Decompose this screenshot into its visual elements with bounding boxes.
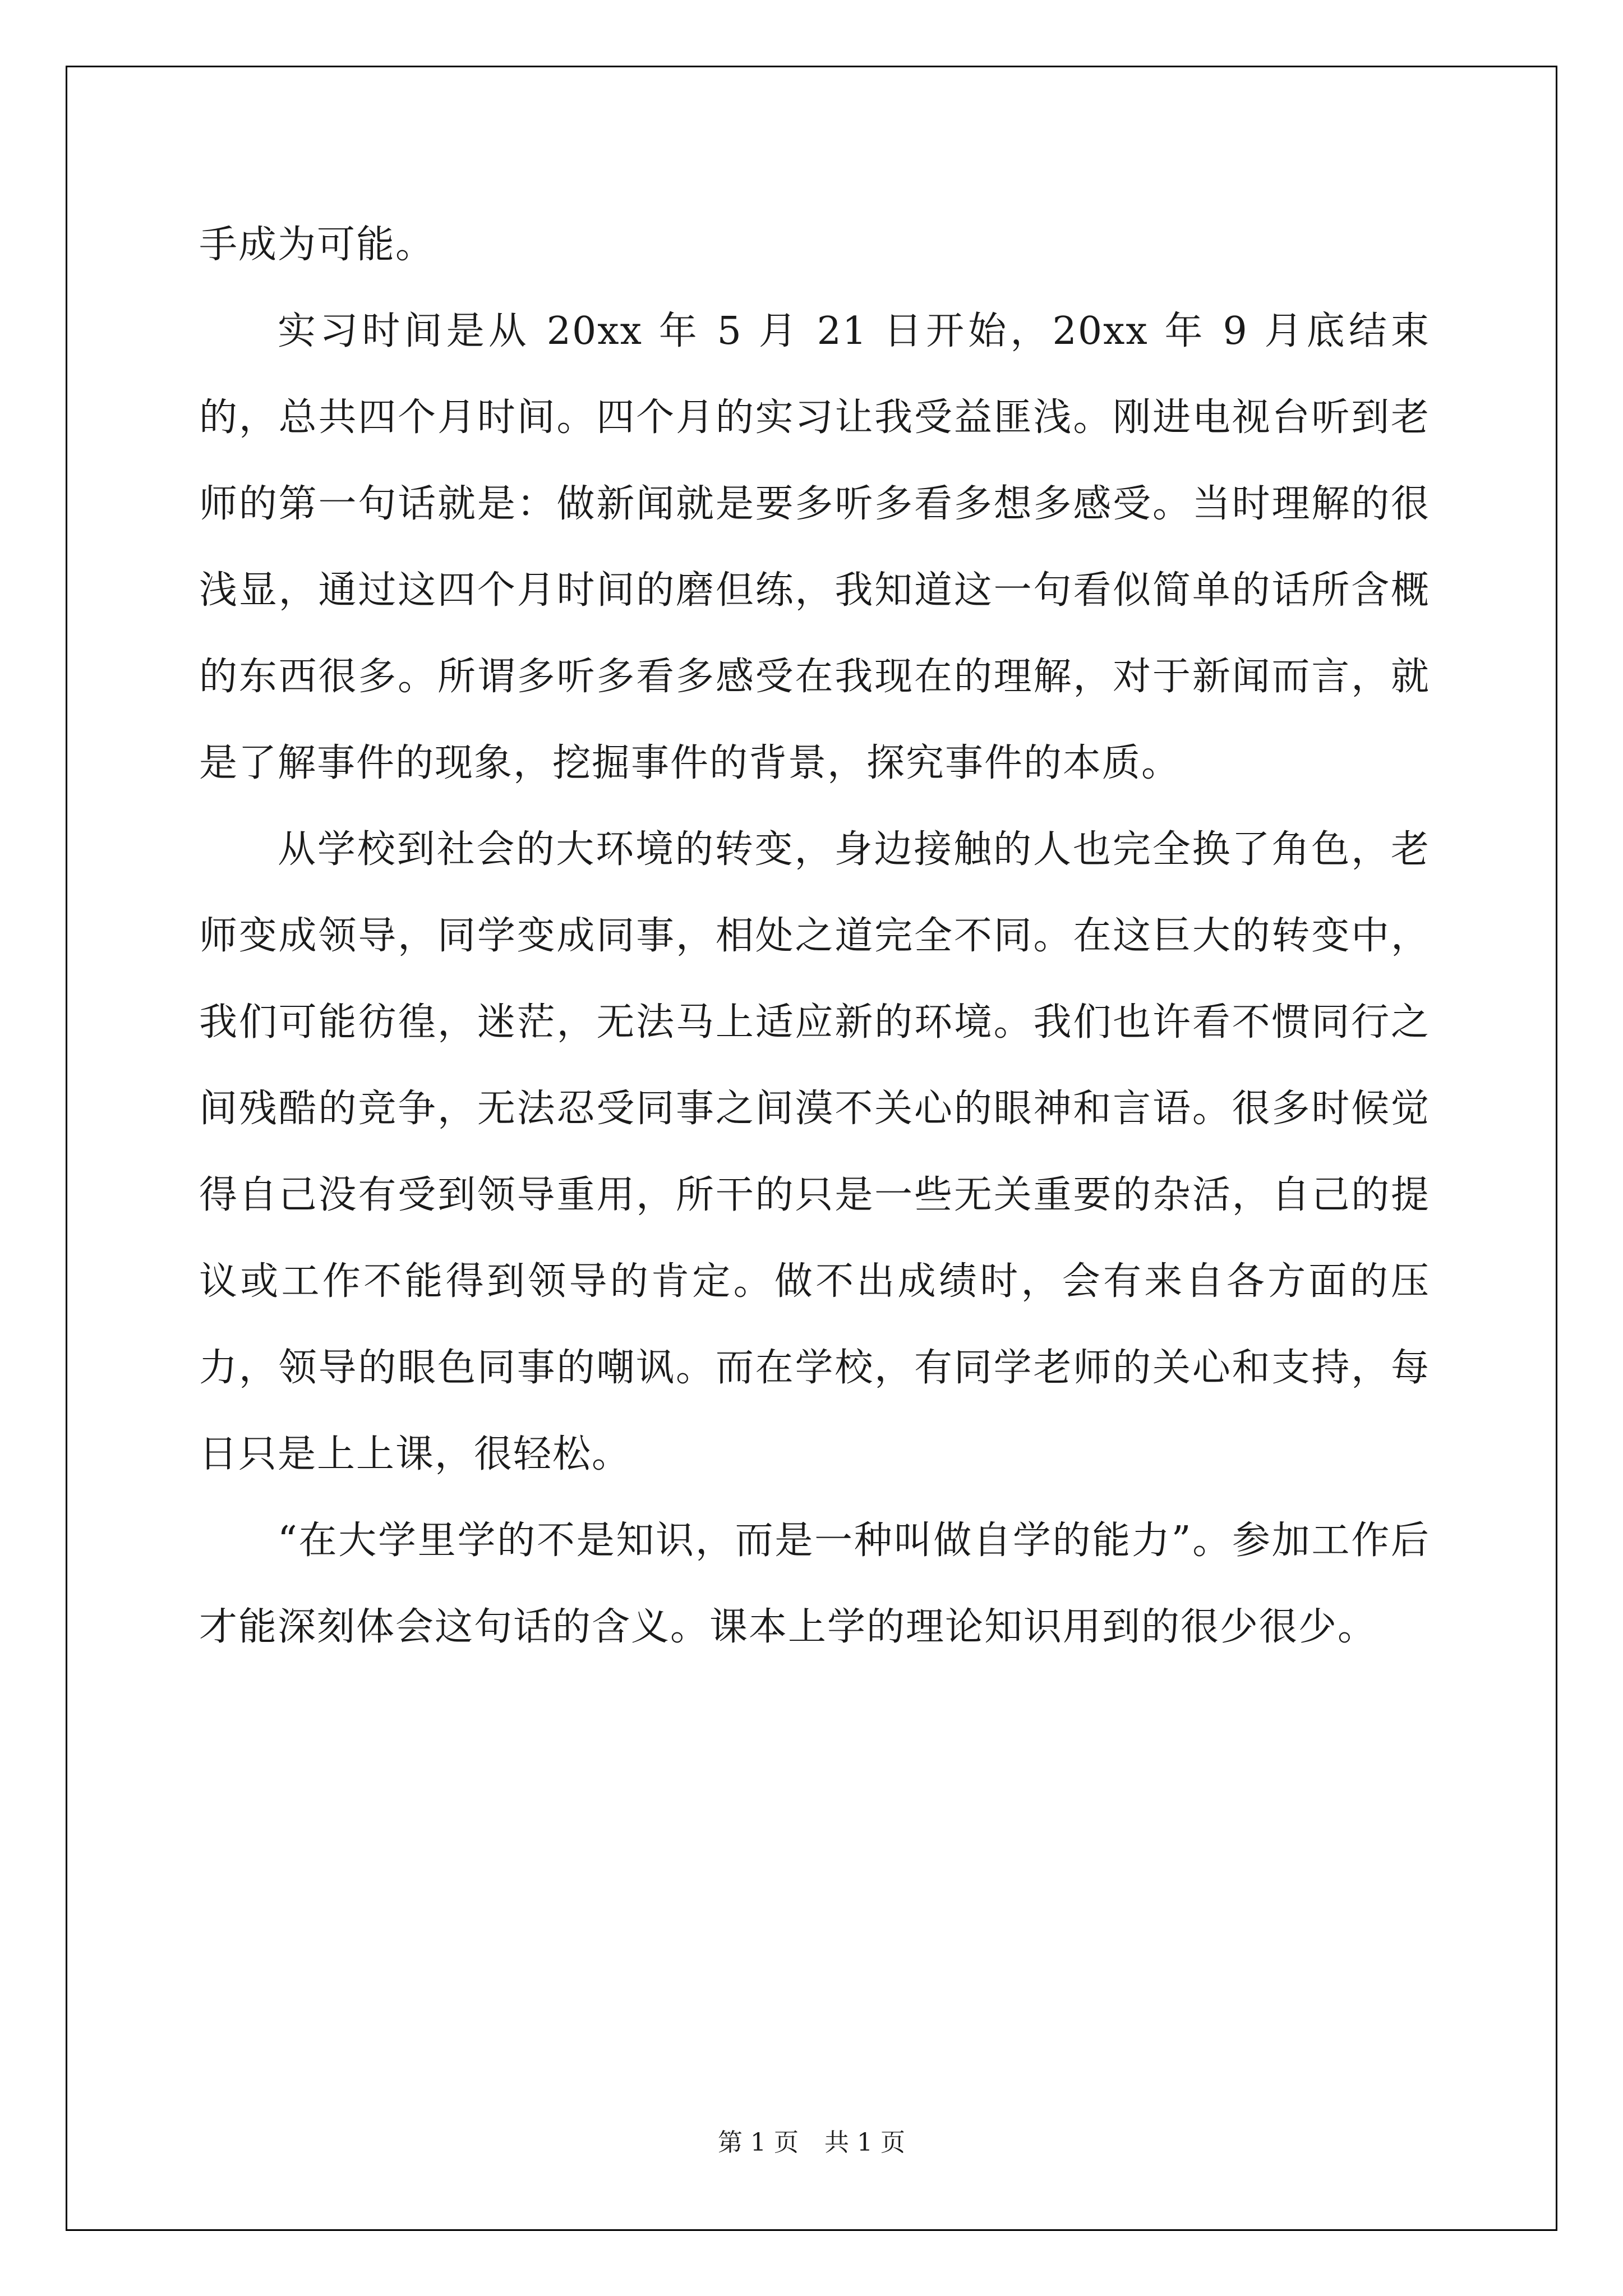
paragraph: 手成为可能。 [199,223,435,267]
paragraph: “在大学里学的不是知识，而是一种叫做自学的能力”。参加工作后才能深刻体会这句话的含义。课本上学的理论知识用到的很少很少。 [199,1519,1430,1649]
document-body [199,202,1430,1671]
paragraph: 实习时间是从 20xx 年 5 月 21 日开始，20xx 年 9 月底结束的，总共四个月时间。四个月的实习让我受益匪浅。刚进电视台听到老师的第一句话就是：做新闻就是要多听多看多想多感受。当时理解的很浅显，通过这四个月时间的磨但练，我知道这一句看似简单的话所含概的东西很多。所谓多听多看多感受在我现在的理解，对于新闻而言，就是了解事件的现象，挖掘事件的背景，探究事件的本质。 [199,309,1430,785]
page-number: 第 1 页 [718,2128,799,2157]
page-footer [0,2126,1623,2160]
paragraph: 从学校到社会的大环境的转变，身边接触的人也完全换了角色，老师变成领导，同学变成同事，相处之道完全不同。在这巨大的转变中，我们可能彷徨，迷茫，无法马上适应新的环境。我们也许看不惯同行之间残酷的竞争，无法忍受同事之间漠不关心的眼神和言语。很多时候觉得自己没有受到领导重用，所干的只是一些无关重要的杂活，自己的提议或工作不能得到领导的肯定。做不出成绩时，会有来自各方面的压力，领导的眼色同事的嘲讽。而在学校，有同学老师的关心和支持，每日只是上上课，很轻松。 [199,827,1430,1476]
page-total: 共 1 页 [824,2128,905,2157]
